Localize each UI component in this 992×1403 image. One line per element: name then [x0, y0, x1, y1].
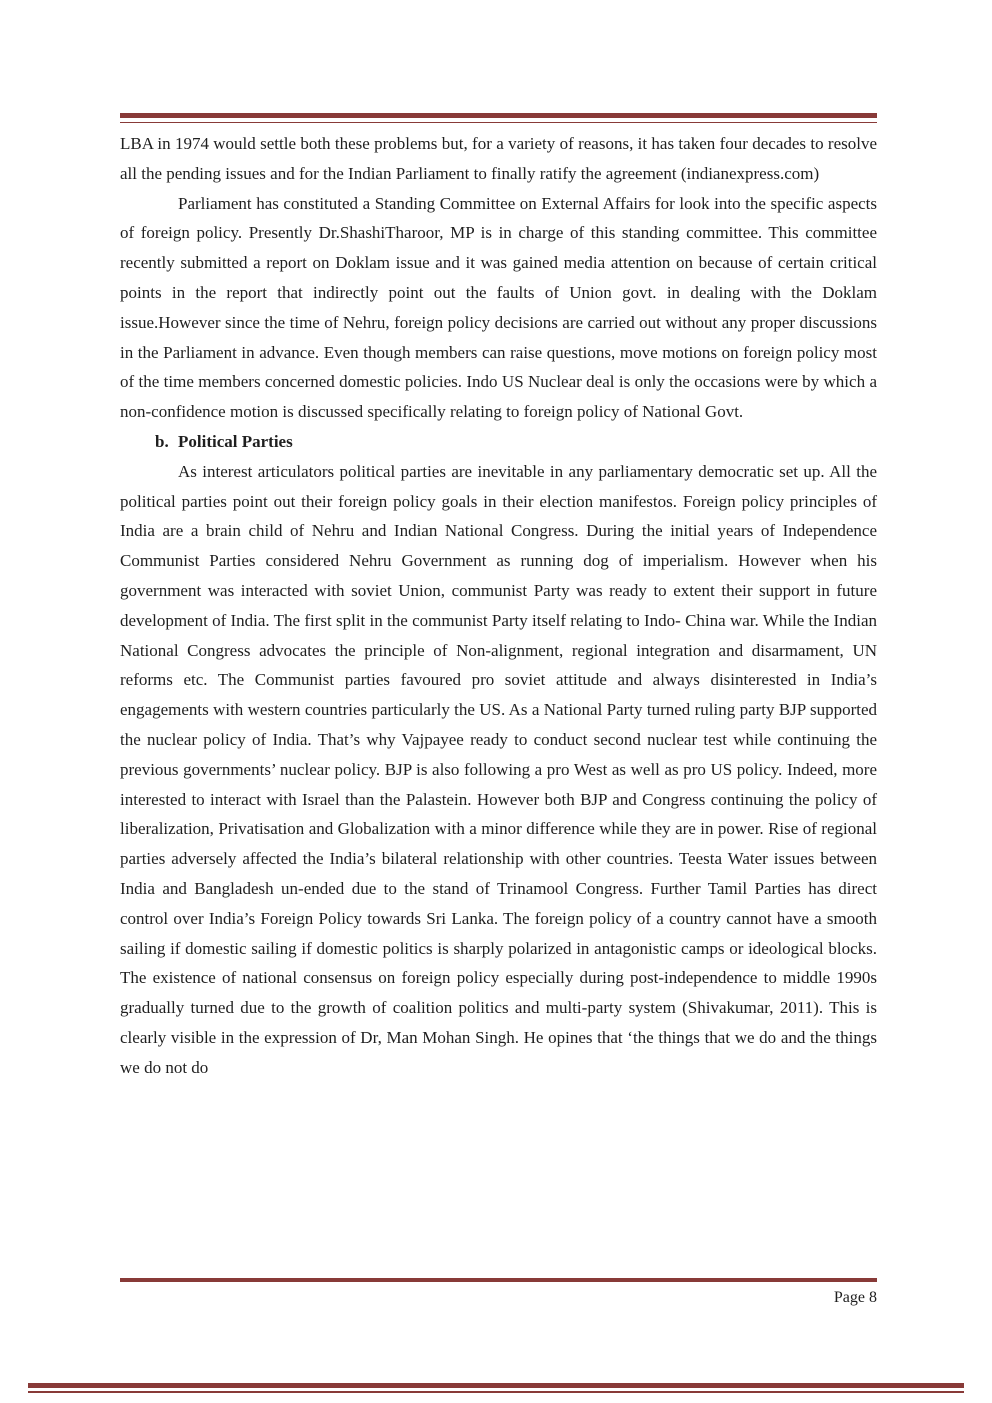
page-bottom-border	[28, 1383, 964, 1393]
page-number: Page 8	[833, 1289, 877, 1306]
paragraph-continuation: LBA in 1974 would settle both these problems but, for a variety of reasons, it has taken four decades to resolve all the pending issues and for the Indian Parliament to finally ratify the agreement (indianexpress.com)	[120, 134, 877, 183]
paragraph-political-parties-body: As interest articulators political parties are inevitable in any parliamentary democratic set up. All the political parties point out their foreign policy goals in their election manifestos. Foreign policy principles of India are a brain child of Nehru and Indian National Congress. During the initial years of Independence Communist Parties considered Nehru Government as running dog of imperialism. However when his government was interacted with soviet Union, communist Party was ready to extent their support in future development of India. The first split in the communist Party itself relating to Indo- China war. While the Indian National Congress advocates the principle of Non-alignment, regional integration and disarmament, UN reforms etc. The Communist parties favoured pro soviet attitude and always disinterested in India’s engagements with western countries particularly the US. As a National Party turned ruling party BJP supported the nuclear policy of India. That’s why Vajpayee ready to conduct second nuclear test while continuing the previous governments’ nuclear policy. BJP is also following a pro West as well as pro US policy. Indeed, more interested to interact with Israel than the Palastein. However both BJP and Congress continuing the policy of liberalization, Privatisation and Globalization with a minor difference while they are in power. Rise of regional parties adversely affected the India’s bilateral relationship with other countries. Teesta Water issues between India and Bangladesh un-ended due to the stand of Trinamool Congress. Further Tamil Parties has direct control over India’s Foreign Policy towards Sri Lanka. The foreign policy of a country cannot have a smooth sailing if domestic sailing if domestic politics is sharply polarized in antagonistic camps or ideological blocks. The existence of national consensus on foreign policy especially during post-independence to middle 1990s gradually turned due to the growth of coalition politics and multi-party system (Shivakumar, 2011). This is clearly visible in the expression of Dr, Man Mohan Singh. He opines that ‘the things that we do and the things we do not do	[120, 461, 877, 1077]
heading-text: Political Parties	[178, 431, 293, 451]
footer-border-rule	[120, 1278, 877, 1282]
section-heading-political-parties	[120, 427, 877, 457]
paragraph-parliament-committee: Parliament has constituted a Standing Committee on External Affairs for look into the specific aspects of foreign policy. Presently Dr.ShashiTharoor, MP is in charge of this standing committee. This committee recently submitted a report on Doklam issue and it was gained media attention on because of certain critical points in the report that indirectly point out the faults of Union govt. in dealing with the Doklam issue.However since the time of Nehru, foreign policy decisions are carried out without any proper discussions in the Parliament in advance. Even though members can raise questions, move motions on foreign policy most of the time members concerned domestic policies. Indo US Nuclear deal is only the occasions were by which a non-confidence motion is discussed specifically relating to foreign policy of National Govt.	[120, 193, 877, 422]
heading-list-marker: b.	[155, 431, 169, 451]
document-body	[120, 129, 877, 1083]
header-border-rule	[120, 113, 877, 123]
